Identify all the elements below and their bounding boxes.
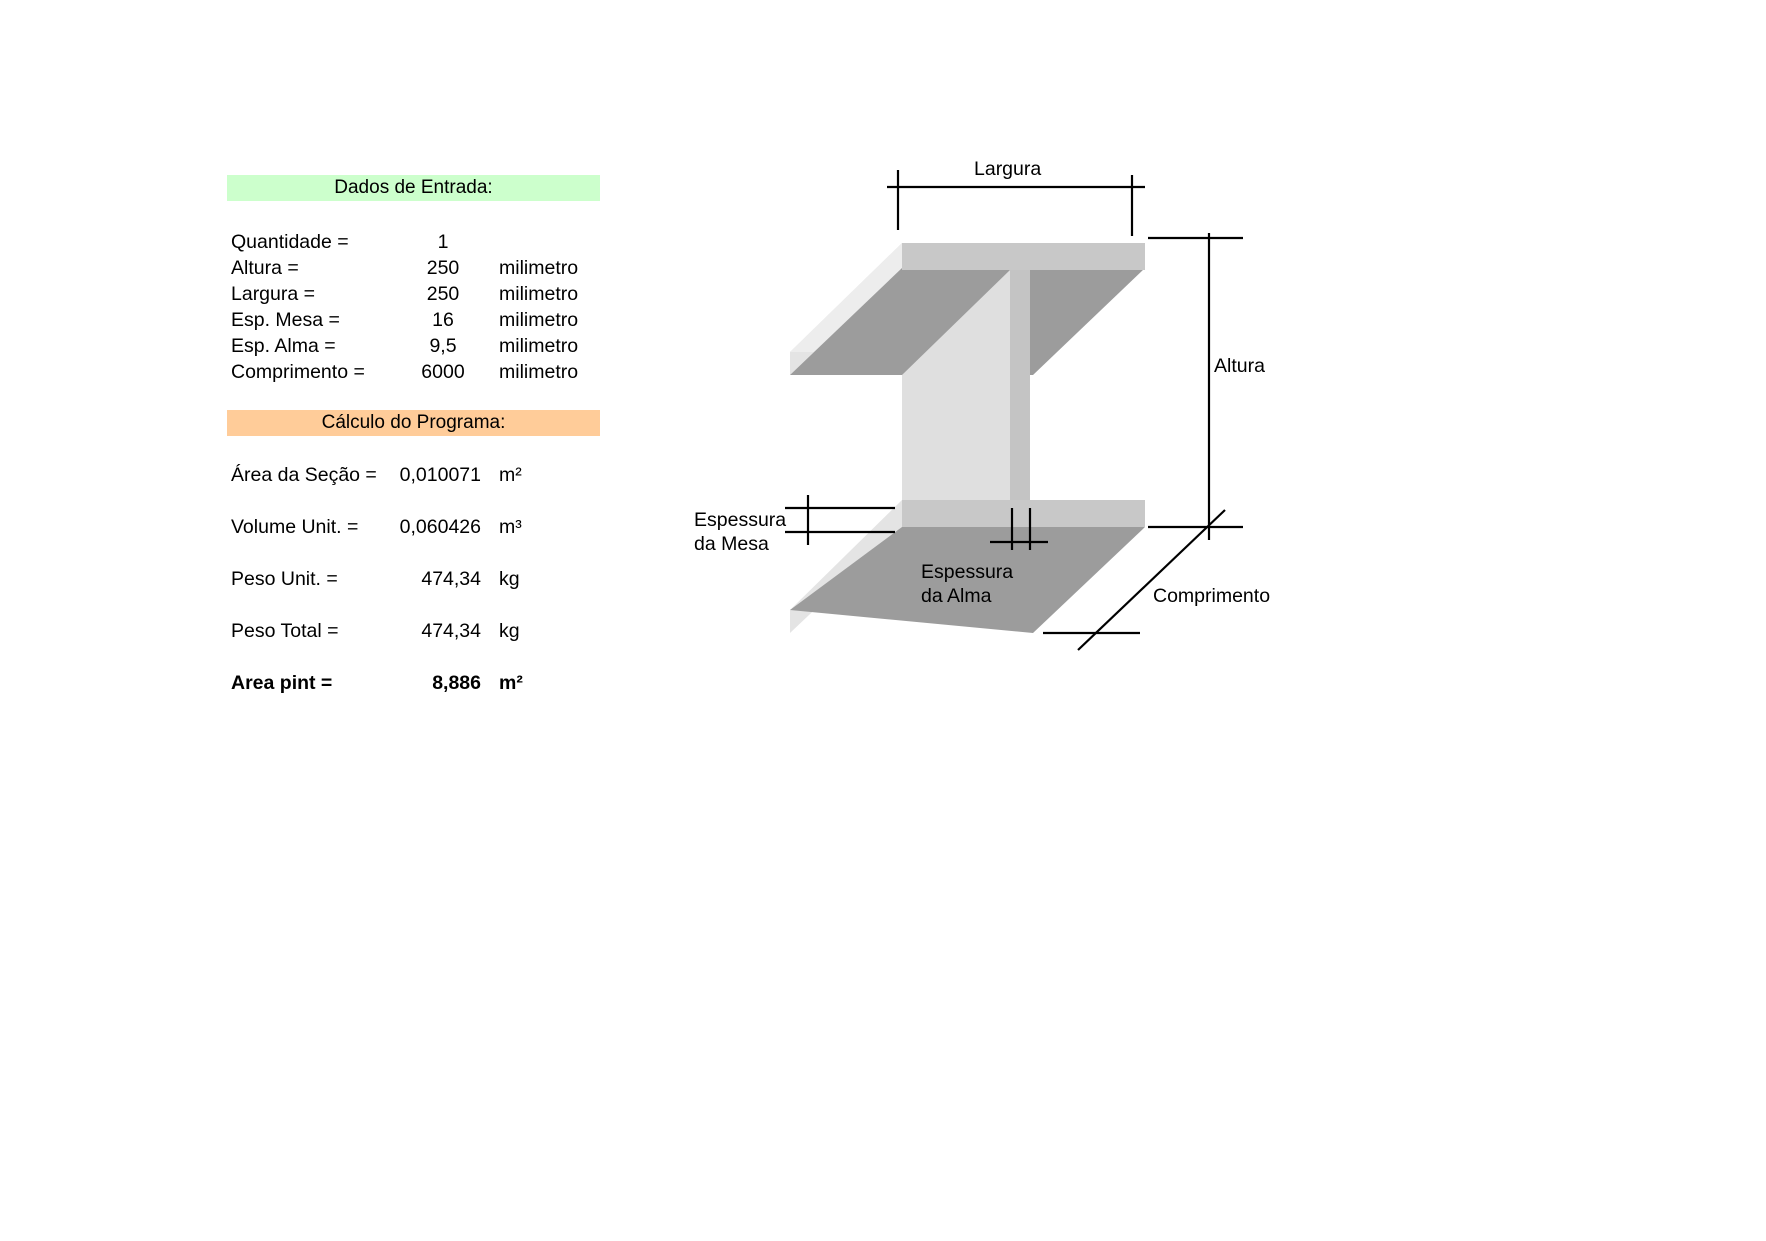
- area-pint-value: 8,886: [432, 672, 481, 694]
- bottom-flange-front-edge: [902, 500, 1145, 527]
- comprimento-value[interactable]: 6000: [421, 361, 465, 383]
- row-label: Peso Total =: [231, 620, 339, 642]
- peso-total-value: 474,34: [421, 620, 481, 642]
- row-unit: milimetro: [499, 361, 579, 383]
- volume-unit-value: 0,060426: [399, 516, 481, 538]
- largura-value[interactable]: 250: [426, 283, 460, 305]
- row-label: Volume Unit. =: [231, 516, 359, 538]
- row-unit: m³: [499, 516, 522, 538]
- row-unit: m²: [499, 672, 523, 694]
- esp-alma-value[interactable]: 9,5: [429, 335, 457, 357]
- row-label: Esp. Mesa =: [231, 309, 340, 331]
- altura-value[interactable]: 250: [426, 257, 460, 279]
- row-label: Quantidade =: [231, 231, 349, 253]
- row-label: Área da Seção =: [231, 464, 377, 486]
- quantidade-value[interactable]: 1: [437, 231, 449, 253]
- esp-mesa-label-2: da Mesa: [694, 533, 769, 555]
- row-unit: milimetro: [499, 257, 579, 279]
- esp-alma-label-2: da Alma: [921, 585, 992, 607]
- row-unit: kg: [499, 620, 520, 642]
- row-label: Altura =: [231, 257, 299, 279]
- esp-mesa-label-1: Espessura: [694, 509, 787, 531]
- web-front-face: [1010, 270, 1030, 500]
- row-label: Comprimento =: [231, 361, 365, 383]
- row-label: Peso Unit. =: [231, 568, 338, 590]
- row-label: Area pint =: [231, 672, 333, 694]
- row-unit: milimetro: [499, 335, 579, 357]
- comprimento-label: Comprimento: [1153, 585, 1271, 607]
- row-unit: kg: [499, 568, 520, 590]
- peso-unit-value: 474,34: [421, 568, 481, 590]
- area-secao-value: 0,010071: [399, 464, 481, 486]
- largura-label: Largura: [974, 158, 1042, 180]
- dados-entrada-header: Dados de Entrada:: [227, 175, 600, 201]
- row-label: Esp. Alma =: [231, 335, 336, 357]
- row-unit: milimetro: [499, 283, 579, 305]
- row-unit: m²: [499, 464, 522, 486]
- esp-alma-label-1: Espessura: [921, 561, 1014, 583]
- row-unit: milimetro: [499, 309, 579, 331]
- row-label: Largura =: [231, 283, 316, 305]
- altura-label: Altura: [1214, 355, 1265, 377]
- calculo-programa-header: Cálculo do Programa:: [227, 410, 600, 436]
- top-flange-front-edge: [902, 243, 1145, 270]
- esp-mesa-value[interactable]: 16: [432, 309, 454, 331]
